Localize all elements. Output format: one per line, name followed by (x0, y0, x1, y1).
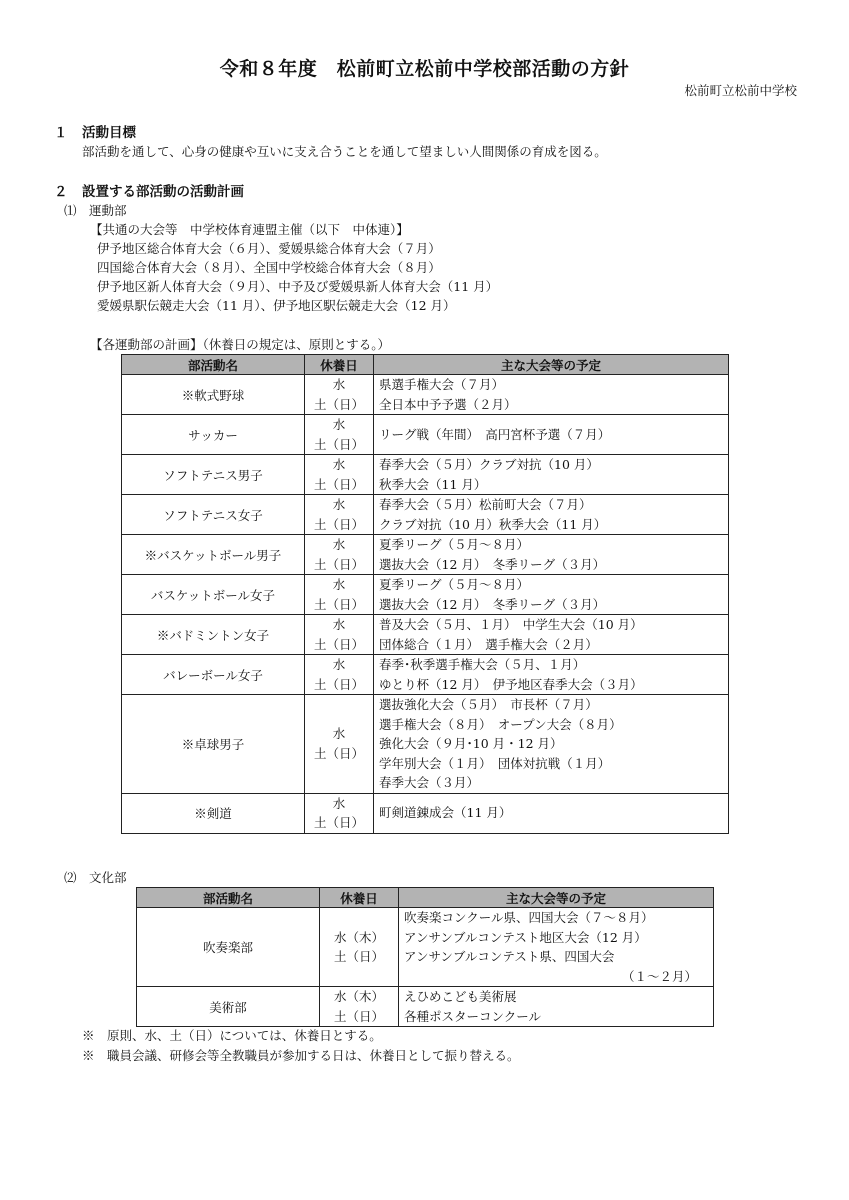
table-header-row (122, 355, 729, 375)
club-name-cell: 美術部 (137, 987, 320, 1027)
event-line: 春季大会（５月）松前町大会（７月） (379, 497, 592, 512)
table-row (122, 455, 729, 495)
club-name-cell: バレーボール女子 (122, 655, 305, 695)
club-name-cell: ※剣道 (122, 793, 305, 833)
table-row (137, 908, 714, 987)
rest-day-line: 水 (332, 497, 346, 512)
section-2-number: ２ (54, 184, 68, 200)
event-line: 春季大会（３月） (379, 775, 480, 790)
event-line: 選手権大会（８月） オープン大会（８月） (379, 716, 622, 732)
rest-day-line: 土（日） (313, 556, 364, 572)
event-line: 普及大会（５月、１月） 中学生大会（10 月） (379, 617, 643, 632)
rest-day-cell (305, 655, 374, 695)
club-name-cell: ソフトテニス男子 (122, 455, 305, 495)
rest-day-cell (305, 375, 374, 415)
culture-club-table (136, 887, 714, 1027)
rest-day-cell (305, 455, 374, 495)
events-cell (374, 575, 729, 615)
rest-day-cell (305, 695, 374, 794)
event-line: 町剣道錬成会（11 月） (379, 805, 512, 821)
culture-label: ⑵ 文化部 (64, 870, 127, 885)
event-line: アンサンブルコンテスト県、四国大会 (404, 949, 615, 964)
rest-day-cell (305, 615, 374, 655)
rest-day-line: 水 (332, 537, 346, 552)
note: ※ 職員会議、研修会等全教職員が参加する日は、休養日として振り替える。 (82, 1048, 520, 1063)
header-events: 主な大会等の予定 (399, 888, 714, 908)
event-line: 吹奏楽コンクール県、四国大会（７～８月） (404, 910, 654, 925)
events-cell (374, 655, 729, 695)
table-row (122, 695, 729, 794)
event-line: 夏季リーグ（５月～８月） (379, 577, 530, 592)
rest-day-line: 水 (332, 417, 346, 432)
event-line: 選抜強化大会（５月） 市長杯（７月） (379, 697, 598, 712)
section-1-heading (54, 121, 136, 141)
rest-day-line: 土（日） (313, 636, 364, 652)
table-row (122, 793, 729, 833)
table-row (122, 655, 729, 695)
rest-day-cell (320, 908, 399, 987)
events-cell (374, 375, 729, 415)
common-heading: 【共通の大会等 中学校体育連盟主催（以下 中体連）】 (90, 222, 409, 237)
table-row (137, 987, 714, 1027)
club-name-cell: ソフトテニス女子 (122, 495, 305, 535)
school-name: 松前町立松前中学校 (684, 83, 797, 98)
common-line: 伊予地区新人体育大会（９月）、中予及び愛媛県新人体育大会（11 月） (97, 279, 499, 294)
events-cell (399, 987, 714, 1027)
plan-heading: 【各運動部の計画】（休養日の規定は、原則とする。） (90, 337, 391, 352)
rest-day-cell (305, 415, 374, 455)
events-cell (374, 455, 729, 495)
table-row (122, 575, 729, 615)
common-line: 伊予地区総合体育大会（６月）、愛媛県総合体育大会（７月） (97, 241, 441, 256)
event-line: 春季大会（５月）クラブ対抗（10 月） (379, 457, 599, 472)
rest-day-line: 土（日） (313, 676, 364, 692)
club-name-cell: ※卓球男子 (122, 695, 305, 794)
event-line: 選抜大会（12 月） 冬季リーグ（３月） (379, 556, 606, 572)
events-cell (374, 415, 729, 455)
rest-day-cell (305, 793, 374, 833)
rest-day-cell (320, 987, 399, 1027)
events-cell (399, 908, 714, 987)
rest-day-line: 水 (332, 726, 346, 742)
rest-day-line: 水 (332, 457, 346, 472)
table-row (122, 495, 729, 535)
events-cell (374, 615, 729, 655)
event-line: リーグ戦（年間） 高円宮杯予選（７月） (379, 426, 611, 442)
section-1-number: １ (54, 125, 68, 141)
table-row (122, 375, 729, 415)
rest-day-line: 水 (332, 377, 346, 392)
event-line: クラブ対抗（10 月）秋季大会（11 月） (379, 516, 607, 532)
rest-day-line: 水 (332, 795, 346, 811)
event-line: ゆとり杯（12 月） 伊予地区春季大会（３月） (379, 676, 643, 692)
club-name-cell: サッカー (122, 415, 305, 455)
club-name-cell: 吹奏楽部 (137, 908, 320, 987)
sports-club-table (121, 354, 729, 834)
section-2-heading (54, 180, 244, 200)
event-line: 強化大会（９月･10 月・12 月） (379, 736, 563, 751)
rest-day-line: 土（日） (313, 476, 364, 492)
event-line: 各種ポスターコンクール (404, 1008, 542, 1024)
event-line: アンサンブルコンテスト地区大会（12 月） (404, 929, 647, 945)
event-line: 団体総合（１月） 選手権大会（２月） (379, 636, 598, 652)
rest-day-line: 水（木） (333, 989, 384, 1004)
club-name-cell: ※バスケットボール男子 (122, 535, 305, 575)
event-line: 県選手権大会（７月） (379, 377, 505, 392)
events-cell (374, 793, 729, 833)
rest-day-line: 土（日） (333, 1008, 384, 1024)
header-club-name: 部活動名 (122, 355, 305, 375)
header-events: 主な大会等の予定 (374, 355, 729, 375)
events-cell (374, 495, 729, 535)
rest-day-line: 土（日） (313, 596, 364, 612)
rest-day-line: 水 (332, 617, 346, 632)
sports-label: ⑴ 運動部 (64, 203, 127, 218)
rest-day-line: 土（日） (313, 436, 364, 452)
event-line: 春季･秋季選手権大会（５月、１月） (379, 657, 586, 672)
table-row (122, 615, 729, 655)
header-rest-day: 休養日 (305, 355, 374, 375)
note: ※ 原則、水、土（日）については、休養日とする。 (82, 1028, 382, 1043)
event-line: 全日本中予予選（２月） (379, 396, 517, 412)
common-line: 愛媛県駅伝競走大会（11 月）、伊予地区駅伝競走大会（12 月） (97, 298, 456, 313)
event-line: 夏季リーグ（５月～８月） (379, 537, 530, 552)
table-row (122, 415, 729, 455)
club-name-cell: バスケットボール女子 (122, 575, 305, 615)
header-club-name: 部活動名 (137, 888, 320, 908)
club-name-cell: ※バドミントン女子 (122, 615, 305, 655)
rest-day-cell (305, 535, 374, 575)
section-1-body: 部活動を通して、心身の健康や互いに支え合うことを通して望ましい人間関係の育成を図る。 (82, 144, 607, 159)
table-header-row (137, 888, 714, 908)
section-2-title: 設置する部活動の活動計画 (82, 184, 244, 200)
rest-day-line: 土（日） (313, 745, 364, 761)
events-cell (374, 695, 729, 794)
section-1-title: 活動目標 (82, 125, 136, 141)
rest-day-line: 土（日） (333, 949, 384, 964)
club-name-cell: ※軟式野球 (122, 375, 305, 415)
events-cell (374, 535, 729, 575)
event-line: 選抜大会（12 月） 冬季リーグ（３月） (379, 596, 606, 612)
rest-day-line: 土（日） (313, 396, 364, 412)
event-line: 秋季大会（11 月） (379, 476, 487, 492)
rest-day-cell (305, 575, 374, 615)
event-line: （１～２月） (621, 968, 697, 984)
page-title: 令和８年度 松前町立松前中学校部活動の方針 (219, 58, 630, 80)
rest-day-cell (305, 495, 374, 535)
rest-day-line: 水 (332, 657, 346, 672)
header-rest-day: 休養日 (320, 888, 399, 908)
event-line: えひめこども美術展 (404, 989, 517, 1004)
rest-day-line: 水 (332, 577, 346, 592)
common-line: 四国総合体育大会（８月）、全国中学校総合体育大会（８月） (97, 260, 441, 275)
event-line: 学年別大会（１月） 団体対抗戦（１月） (379, 755, 611, 771)
rest-day-line: 土（日） (313, 815, 364, 830)
rest-day-line: 水（木） (333, 929, 384, 945)
table-row (122, 535, 729, 575)
rest-day-line: 土（日） (313, 516, 364, 532)
